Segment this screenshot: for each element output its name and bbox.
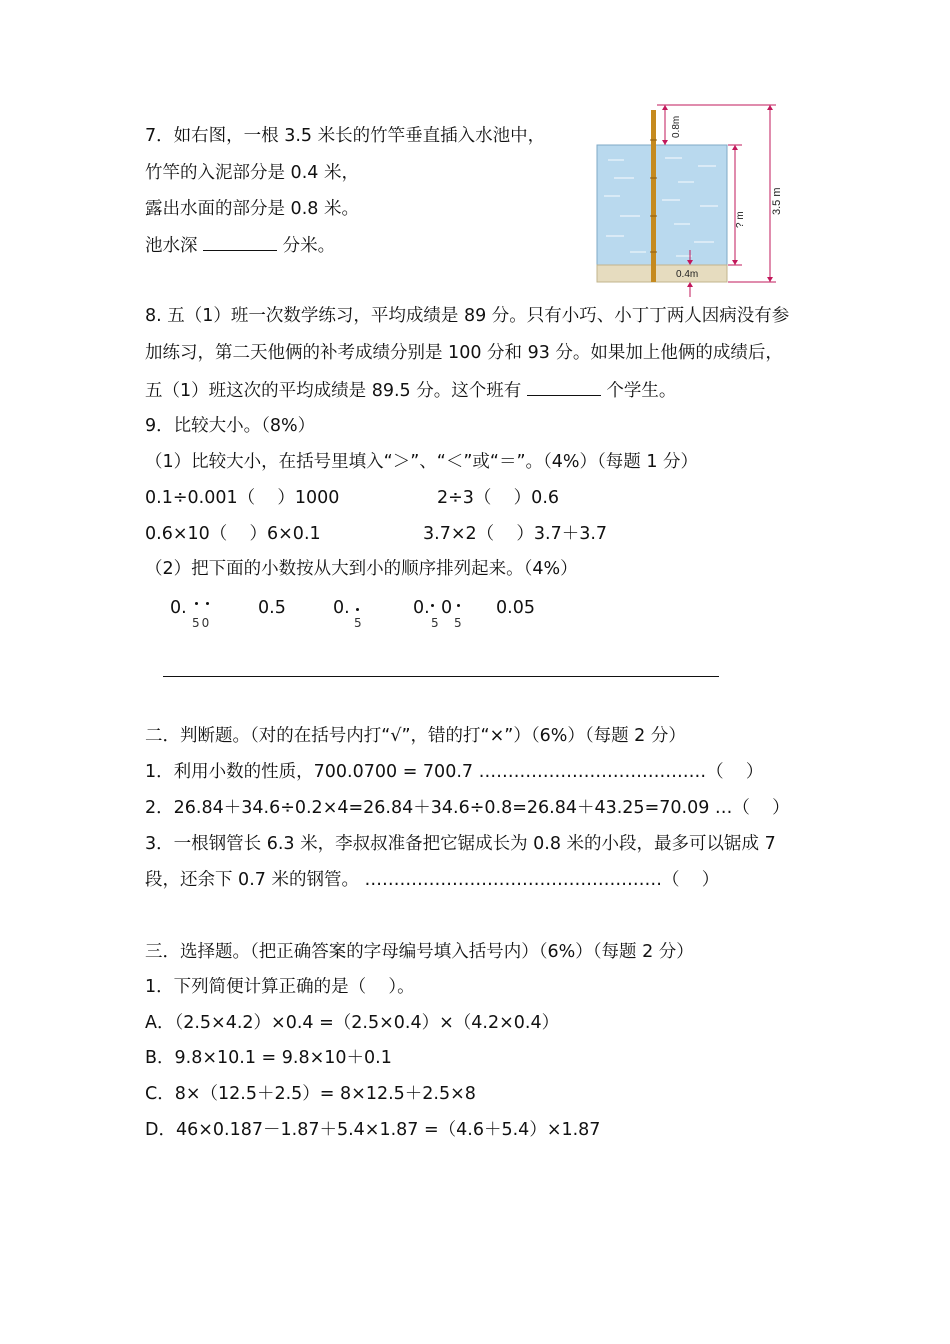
water-area [597,145,727,265]
decimal-4-digit-a: 5 [431,616,439,630]
section2-title: 二．判断题。（对的在括号内打“√”，错的打“×”）（6%）（每题 2 分） [145,726,686,746]
q7-line1: 7．如右图，一根 3.5 米长的竹竿垂直插入水池中， [145,126,546,146]
repeat-dot [457,604,460,607]
q8-line3-prefix: 五（1）班这次的平均成绩是 89.5 分。这个班有 [145,381,522,401]
repeat-dot [431,604,434,607]
q7-answer-blank[interactable] [203,234,277,251]
q8-line2: 加练习，第二天他俩的补考成绩分别是 100 分和 93 分。如果加上他俩的成绩后， [145,343,783,363]
mud-area [597,265,727,282]
label-top: 0.8m [671,115,682,138]
q7-line3: 露出水面的部分是 0.8 米。 [145,199,359,219]
decimal-5: 0.05 [496,598,535,618]
bamboo-pole [651,110,656,282]
choice-option-c: C．8×（12.5＋2.5）= 8×12.5＋2.5×8 [145,1084,476,1104]
q7-line4-prefix: 池水深 [145,236,198,256]
decimal-4-digit-b: 5 [454,616,462,630]
choice-question-1[interactable]: 1．下列简便计算正确的是（ ）。 [145,977,415,997]
judge-item-1[interactable]: 1．利用小数的性质，700.0700 = 700.7 …………………………………（ ） [145,762,764,782]
label-total: 3.5 m [771,187,783,215]
compare-item-1[interactable]: 0.1÷0.001（ ）1000 [145,488,340,508]
choice-option-a: A．（2.5×4.2）×0.4 =（2.5×0.4）×（4.2×0.4） [145,1013,560,1033]
judge-item-2[interactable]: 2．26.84＋34.6÷0.2×4=26.84＋34.6÷0.8=26.84＋43.25=70.09 …（ ） [145,798,790,818]
q9-part1-title: （1）比较大小，在括号里填入“＞”、“＜”或“＝”。（4%）（每题 1 分） [145,452,699,472]
decimal-4-mid: 0 [441,598,453,618]
ordering-answer-line[interactable] [163,676,719,677]
compare-item-4[interactable]: 3.7×2（ ）3.7＋3.7 [423,524,608,544]
q8-line3 [145,379,676,402]
compare-item-2[interactable]: 2÷3（ ）0.6 [437,488,560,508]
decimal-1-int: 0. [170,598,187,618]
judge-item-3-line1: 3．一根钢管长 6.3 米，李叔叔准备把它锯成长为 0.8 米的小段，最多可以锯成 7 [145,834,776,854]
section3-title: 三．选择题。（把正确答案的字母编号填入括号内）（6%）（每题 2 分） [145,942,694,962]
q7-line4 [145,234,335,257]
decimal-2: 0.5 [258,598,286,618]
q7-line2: 竹竿的入泥部分是 0.4 米， [145,163,359,183]
q8-answer-blank[interactable] [527,379,601,396]
q8-line1: 8. 五（1）班一次数学练习，平均成绩是 89 分。只有小巧、小丁丁两人因病没有参 [145,306,790,326]
repeat-dot [356,608,359,611]
q9-part2-title: （2）把下面的小数按从大到小的顺序排列起来。（4%） [145,559,578,579]
decimal-4-int: 0. [413,598,430,618]
q9-title: 9．比较大小。（8%） [145,416,316,436]
q8-line3-suffix: 个学生。 [606,381,677,401]
choice-option-d: D．46×0.187－1.87＋5.4×1.87 =（4.6＋5.4）×1.87 [145,1120,601,1140]
repeat-dot [195,602,198,605]
repeat-dot [206,602,209,605]
pond-diagram [590,100,790,300]
decimal-3-digits: 5 [354,616,362,630]
decimal-3-int: 0. [333,598,350,618]
label-bottom: 0.4m [676,269,699,280]
label-middle: ? m [735,211,746,228]
q7-line4-suffix: 分米。 [282,236,336,256]
choice-option-b: B．9.8×10.1 = 9.8×10＋0.1 [145,1048,392,1068]
compare-item-3[interactable]: 0.6×10（ ）6×0.1 [145,524,321,544]
decimal-1-digits: 50 [192,616,212,630]
judge-item-3-line2[interactable]: 段，还余下 0.7 米的钢管。 ……………………………………………（ ） [145,870,720,890]
